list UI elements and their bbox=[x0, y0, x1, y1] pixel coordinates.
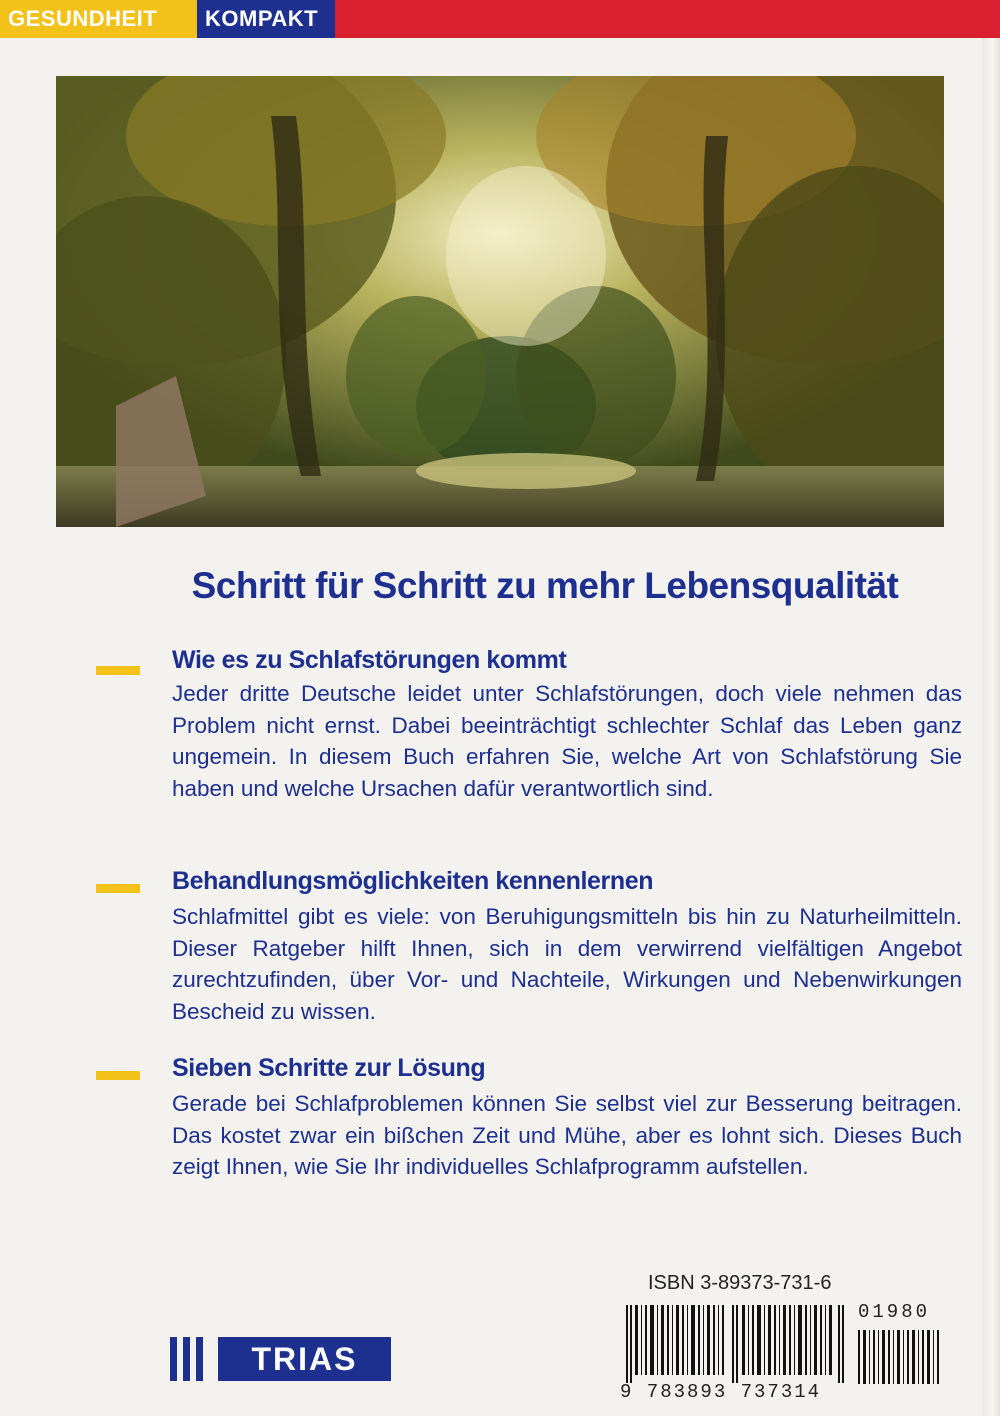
barcode-digits: 9 783893 737314 bbox=[620, 1381, 822, 1403]
headline: Schritt für Schritt zu mehr Lebensqualität bbox=[191, 565, 899, 606]
section-body: Schlafmittel gibt es viele: von Beruhigungsmitteln bis hin zu Naturheilmitteln. Dieser Ratgeber hilft Ihnen, sich in dem verwirrend vielfältigen Angebot zurechtzufinden, über Vor- und Nachteile, Wirkungen und Nebenwirkungen Bescheid zu wissen. bbox=[172, 904, 962, 1024]
section-bullet bbox=[96, 1071, 140, 1080]
ean-barcode bbox=[624, 1305, 848, 1383]
cover-photo-tree-avenue bbox=[56, 76, 944, 527]
logo-bar bbox=[196, 1337, 203, 1381]
ean-addon-barcode bbox=[857, 1330, 943, 1384]
barcode-addon-digits: 01980 bbox=[858, 1301, 931, 1323]
section-title: Behandlungsmöglichkeiten kennenlernen bbox=[172, 867, 654, 895]
section-body: Gerade bei Schlafproblemen können Sie selbst viel zur Besserung beitragen. Das kostet zwar ein bißchen Zeit und Mühe, aber es lohnt sich. Dieses Buch zeigt Ihnen, wie Sie Ihr individuelles Schlafprogramm aufstellen. bbox=[172, 1091, 962, 1179]
publisher-name: TRIAS bbox=[218, 1337, 391, 1381]
book-edge bbox=[982, 38, 1000, 1416]
logo-bar bbox=[183, 1337, 190, 1381]
logo-bar bbox=[170, 1337, 177, 1381]
section-body: Jeder dritte Deutsche leidet unter Schlafstörungen, doch viele nehmen das Problem nicht ernst. Dabei beeinträchtigt schlechter Schlaf das Leben ganz ungemein. In diesem Buch erfahren Sie, welche Art von Schlafstörung Sie haben und welche Ursachen dafür verantwortlich sind. bbox=[172, 681, 962, 801]
section-bullet bbox=[96, 666, 140, 675]
section-title: Wie es zu Schlafstörungen kommt bbox=[172, 646, 567, 674]
series-label-kompakt: KOMPAKT bbox=[197, 0, 335, 38]
isbn-number: ISBN 3-89373-731-6 bbox=[648, 1272, 832, 1294]
section-title: Sieben Schritte zur Lösung bbox=[172, 1054, 486, 1082]
series-label-gesundheit: GESUNDHEIT bbox=[0, 0, 197, 38]
section-bullet bbox=[96, 884, 140, 893]
